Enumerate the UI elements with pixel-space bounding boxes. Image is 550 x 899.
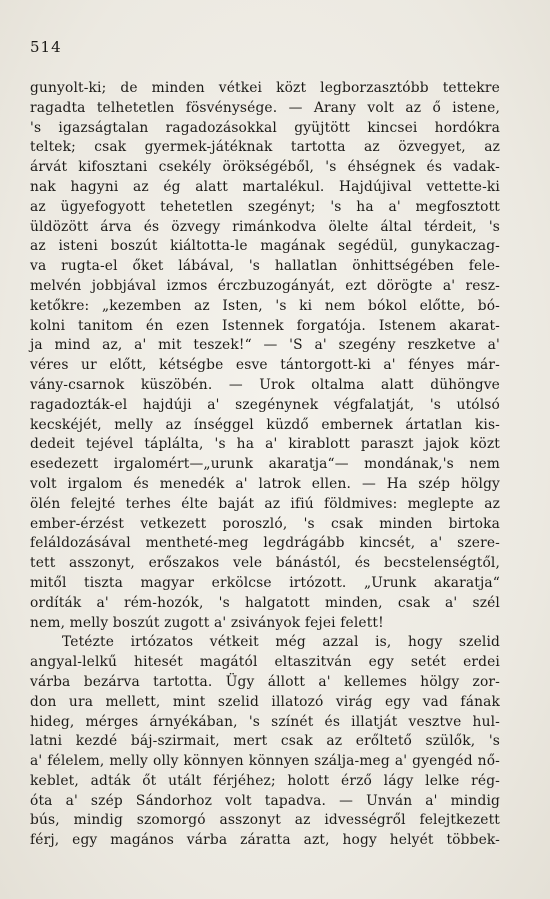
text-line: vány-csarnok küszöbén. — Urok oltalma alatt dühöngve [30, 376, 500, 393]
text-line: va rugta-el őket lábával, 's hallatlan önhittségében fele- [30, 258, 500, 275]
page-number: 514 [30, 38, 62, 56]
text-line: ember-érzést vetkezett poroszló, 's csak minden birtoka [30, 515, 500, 532]
text-line: óta a' szép Sándorhoz volt tapadva. — Unván a' mindig [30, 792, 500, 809]
text-line: 's igazságtalan ragadozásokkal gyüjtött kincsei hordókra [30, 119, 500, 136]
paragraph-1 [30, 79, 500, 633]
text-line: hideg, mérges árnyékában, 's színét és illatját vesztve hul- [30, 713, 500, 730]
text-line: keblet, adták őt utált férjéhez; holott érző lágy lelke rég- [30, 772, 500, 789]
text-line: esedezett irgalomért—„urunk akaratja“— mondának,'s nem [30, 456, 500, 473]
text-line: gunyolt-ki; de minden vétkei közt legborzasztóbb tettekre [30, 80, 500, 96]
text-line: ordíták a' rém-hozók, 's halgatott minden, csak a' szél [30, 594, 500, 611]
paragraph-2 [30, 633, 500, 851]
text-line: bús, mindig szomorgó asszonyt az idvességről felejtkezett [30, 812, 500, 829]
text-line: ragadozták-el hajdúji a' szegénynek végfalatját, 's utólsó [30, 396, 500, 413]
text-line: ketőkre: „kezemben az Isten, 's ki nem bókol előtte, bó- [30, 297, 500, 314]
text-line: véres ur előtt, kétségbe esve tántorgott-ki a' fényes már- [30, 357, 500, 374]
text-line: ölén felejté terhes élte baját az ifiú földmives: meglepte az [30, 495, 500, 512]
text-line: melvén jobbjával izmos érczbuzogányát, ezt dörögte a' resz- [30, 277, 500, 294]
body-text [30, 79, 500, 851]
text-line: ja mind az, a' mit teszek!“ — 'S a' szegény reszketve a' [30, 337, 500, 354]
text-line: don ura mellett, mint szelid illatozó virág egy vad fának [30, 693, 500, 710]
text-line: árvát kifosztani csekély örökségéből, 's éhségnek és vadak- [30, 159, 500, 176]
text-line: nem, melly boszút zugott a' zsiványok fejei felett! [30, 614, 384, 631]
text-line: az ügyefogyott tehetetlen szegényt; 's ha a' megfosztott [30, 198, 500, 215]
text-line: teltek; csak gyermek-játéknak tartotta az özvegyet, az [30, 139, 500, 156]
text-line: Tetézte irtózatos vétkeit még azzal is, hogy szelid [62, 634, 500, 651]
text-line: latni kezdé báj-szirmait, mert csak az erőltető szülők, 's [30, 733, 500, 750]
text-line: dedeit tejével táplálta, 's ha a' kirablott paraszt jajok közt [30, 436, 500, 453]
text-line: kecskéjét, melly az ínséggel küzdő embernek ártatlan kis- [30, 416, 500, 433]
text-line: kolni tanitom én ezen Istennek forgatója. Istenem akarat- [30, 317, 500, 334]
text-line: üldözött árva és özvegy rimánkodva ölelte által térdeit, 's [30, 218, 500, 235]
text-line: az isteni boszút kiáltotta-le magának segédül, gunykaczag- [30, 238, 500, 255]
text-line: mitől tiszta magyar erkölcse irtózott. „Urunk akaratja“ [30, 574, 500, 591]
text-line: tett asszonyt, erőszakos vele bánástól, és becstelenségtől, [30, 555, 500, 572]
text-line: várba bezárva tartotta. Ügy állott a' kellemes hölgy zor- [30, 673, 500, 690]
text-line: volt irgalom és menedék a' latrok ellen. — Ha szép hölgy [30, 475, 500, 492]
text-line: feláldozásával mentheté-meg legdrágább kincsét, a' szere- [30, 535, 500, 552]
text-line: ragadta telhetetlen fösvénysége. — Arany volt az ő istene, [30, 99, 500, 116]
text-line: férj, egy magános várba záratta azt, hogy helyét többek- [30, 832, 500, 849]
text-line: a' félelem, melly olly könnyen könnyen szálja-meg a' gyengéd nő- [30, 753, 500, 770]
text-line: angyal-lelkű hitesét magától eltaszitván egy setét erdei [30, 654, 500, 671]
text-line: nak hagyni az ég alatt martalékul. Hajdújival vettette-ki [30, 178, 500, 195]
